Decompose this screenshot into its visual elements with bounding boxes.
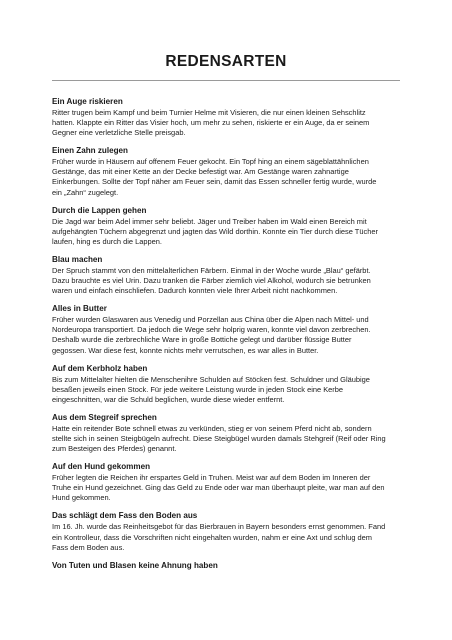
body-line: Früher wurden Glaswaren aus Venedig und Porzellan aus China über die Alpen nach Mittel- und (52, 315, 369, 325)
body-line: Früher wurde in Häusern auf offenem Feuer gekocht. Ein Topf hing an einem sägeblattähnlichen (52, 157, 369, 167)
section (52, 364, 400, 405)
section-body (52, 266, 400, 296)
body-line: eingeschnitten, war die Schuld beglichen, wurde diese wieder entfernt. (52, 394, 285, 404)
body-line: Fass dem Boden aus. (52, 542, 125, 552)
body-line: Die Jagd war beim Adel immer sehr beliebt. Jäger und Treiber haben im Wald einen Bereich mit (52, 216, 367, 226)
section-body (52, 217, 400, 247)
section-body (52, 424, 400, 454)
section (52, 304, 400, 355)
body-line: gegossen. War diese fest, konnte nichts mehr verrutschen, es war alles in Butter. (52, 345, 319, 355)
section (52, 511, 400, 552)
body-line: Truhe ein Hund gezeichnet. Ging das Geld zu Ende oder war man überhaupt pleite, war man auf den (52, 483, 385, 493)
section-heading: Das schlägt dem Fass den Boden aus (52, 511, 198, 521)
section-heading: Ein Auge riskieren (52, 97, 123, 106)
section-body (52, 108, 400, 138)
body-line: Ritter trugen beim Kampf und beim Turnier Helme mit Visieren, die nur einen kleinen Sehschlitz (52, 108, 366, 117)
body-line: Der Spruch stammt von den mittelalterlichen Färbern. Einmal in der Woche wurde „Blau“ gefärbt. (52, 265, 371, 275)
section (52, 206, 400, 247)
body-line: Früher legten die Reichen ihr erspartes Geld in Truhen. Meist war auf dem Boden im Inneren der (52, 473, 371, 483)
section-heading: Blau machen (52, 254, 103, 264)
sections-container (52, 97, 400, 571)
section-body (52, 522, 400, 552)
section-heading: Von Tuten und Blasen keine Ahnung haben (52, 560, 218, 570)
body-line: aufgehängten Tüchern abgegrenzt und jagten das Wild dorthin. Konnte ein Tier durch diese Tücher (52, 226, 378, 236)
body-line: Gegner eine verletzliche Stelle preisgab. (52, 128, 186, 138)
page-title: REDENSARTEN (165, 53, 287, 70)
body-line: besaßen jeweils einen Stock. Für jede weitere Leistung wurde in jeden Stock eine Kerbe (52, 384, 344, 394)
body-line: Hatte ein reitender Bote schnell etwas zu verkünden, stieg er von seinem Pferd nicht ab, sondern (52, 423, 372, 433)
section-body (52, 375, 400, 405)
body-line: Einkerbungen. Sollte der Topf näher am Feuer sein, damit das Essen schneller fertig wurde, wurde (52, 177, 377, 187)
body-line: laufen, hing es durch die Lappen. (52, 236, 162, 246)
body-line: Gestänge, das mit einer Kette an der Decke befestigt war. Am Gestänge waren zahnartige (52, 167, 349, 177)
section (52, 146, 400, 197)
section (52, 255, 400, 296)
body-line: ein „Zahn“ zugelegt. (52, 187, 119, 197)
section-heading: Auf den Hund gekommen (52, 462, 151, 472)
body-line: Nordeuropa transportiert. Da jedoch die Wege sehr holprig waren, konnte viel davon zerbrechen. (52, 325, 371, 335)
body-line: Hund gekommen. (52, 493, 111, 503)
body-line: Deshalb wurde die zerbrechliche Ware in große Bottiche gelegt und darüber flüssige Butter (52, 335, 352, 345)
title-divider (52, 80, 400, 81)
section-heading: Durch die Lappen gehen (52, 205, 147, 215)
section-heading: Aus dem Stegreif sprechen (52, 412, 157, 422)
body-line: Dazu brauchte es viel Urin. Dazu tranken die Färber ziemlich viel Alkohol, wodurch sie betrunken (52, 276, 371, 286)
section-body (52, 157, 400, 197)
section-body (52, 315, 400, 355)
body-line: Im 16. Jh. wurde das Reinheitsgebot für das Bierbrauen in Bayern besonders ernst genommen. Fand (52, 522, 386, 532)
section-body (52, 473, 400, 503)
section (52, 561, 400, 571)
section (52, 97, 400, 138)
body-line: waren und einfach einschliefen. Dadurch konnten viele Ihrer Arbeit nicht nachkommen. (52, 286, 338, 296)
body-line: stellte sich in seinen Steigbügeln aufrecht. Diese Steigbügel wurden damals Stehgreif (Reif oder Ring (52, 433, 386, 443)
section-heading: Alles in Butter (52, 304, 107, 314)
body-line: hatten. Klappte ein Ritter das Visier hoch, um mehr zu sehen, riskierte er ein Auge, da er seinem (52, 118, 370, 128)
section-heading: Einen Zahn zulegen (52, 146, 128, 156)
section (52, 462, 400, 503)
body-line: ein Kontrolleur, dass die Vorschriften nicht eingehalten wurden, nahm er eine Axt und schlug dem (52, 532, 373, 542)
body-line: zum Besteigen des Pferdes) genannt. (52, 444, 177, 454)
section-heading: Auf dem Kerbholz haben (52, 363, 148, 373)
section (52, 413, 400, 454)
body-line: Bis zum Mittelalter hielten die Menschenihre Schulden auf Stöcken fest. Schuldner und Gläubige (52, 374, 370, 384)
